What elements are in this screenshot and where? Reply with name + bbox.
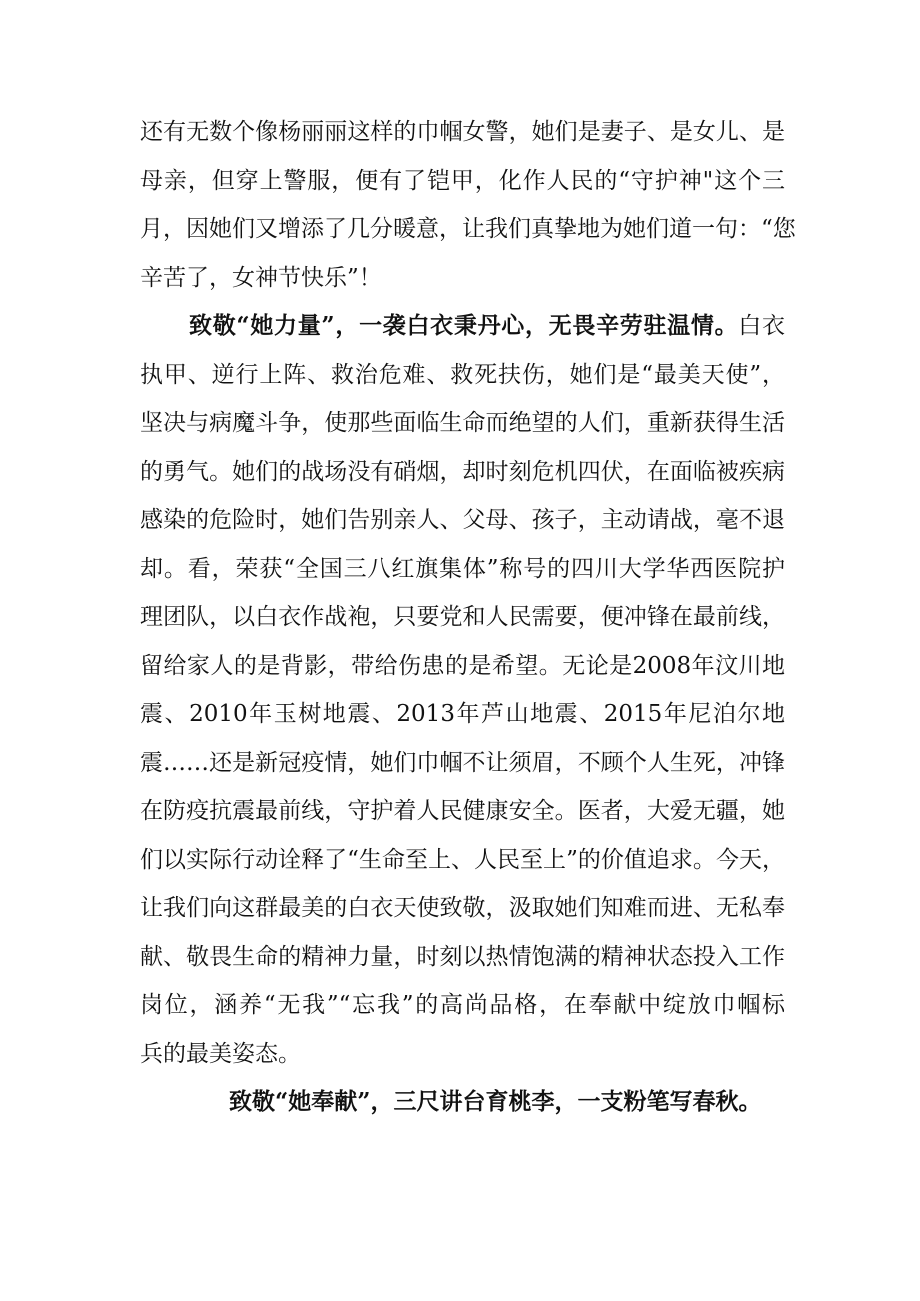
- paragraph-line: 献、敬畏生命的精神力量，时刻以热情饱满的精神状态投入工作: [140, 944, 785, 970]
- paragraph-line: 的勇气。她们的战场没有硝烟，却时刻危机四伏，在面临被疾病: [140, 459, 785, 485]
- paragraph-line: 月，因她们又增添了几分暖意，让我们真挚地为她们道一句：“您: [140, 216, 796, 242]
- heading-tail: 白衣: [738, 313, 785, 339]
- paragraph-heading-line: [189, 312, 785, 340]
- paragraph-line: 辛苦了，女神节快乐”！: [140, 265, 382, 291]
- paragraph-line: 理团队，以白衣作战袍，只要党和人民需要，便冲锋在最前线，: [140, 604, 785, 630]
- paragraph-line: 还有无数个像杨丽丽这样的巾帼女警，她们是妻子、是女儿、是: [140, 119, 785, 145]
- section-heading: 致敬“她力量”，一袭白衣秉丹心，无畏辛劳驻温情。: [189, 312, 739, 339]
- section-heading: 致敬“她奉献”，三尺讲台育桃李，一支粉笔写春秋。: [229, 1088, 762, 1115]
- paragraph-line: 留给家人的是背影，带给伤患的是希望。无论是2008年汶川地: [140, 653, 785, 679]
- paragraph-line: 震、2010年玉树地震、2013年芦山地震、2015年尼泊尔地: [140, 701, 785, 727]
- paragraph-line: 母亲，但穿上警服，便有了铠甲，化作人民的“守护神"这个三: [140, 168, 785, 194]
- paragraph-line: 让我们向这群最美的白衣天使致敬，汲取她们知难而进、无私奉: [140, 895, 785, 921]
- paragraph-line: 坚决与病魔斗争，使那些面临生命而绝望的人们，重新获得生活: [140, 410, 785, 436]
- paragraph-line: 们以实际行动诠释了“生命至上、人民至上”的价值追求。今天，: [140, 847, 785, 873]
- paragraph-line: 感染的危险时，她们告别亲人、父母、孩子，主动请战，毫不退: [140, 507, 785, 533]
- paragraph-line: 震……还是新冠疫情，她们巾帼不让须眉，不顾个人生死，冲锋: [140, 750, 785, 776]
- paragraph-line: 岗位，涵养“无我”“忘我”的高尚品格，在奉献中绽放巾帼标: [140, 992, 785, 1018]
- paragraph-line: 在防疫抗震最前线，守护着人民健康安全。医者，大爱无疆，她: [140, 798, 785, 824]
- paragraph-line: 却。看，荣获“全国三八红旗集体”称号的四川大学华西医院护: [140, 556, 785, 582]
- paragraph-line: 兵的最美姿态。: [140, 1041, 301, 1067]
- paragraph-line: 执甲、逆行上阵、救治危难、救死扶伤，她们是“最美天使”，: [140, 362, 785, 388]
